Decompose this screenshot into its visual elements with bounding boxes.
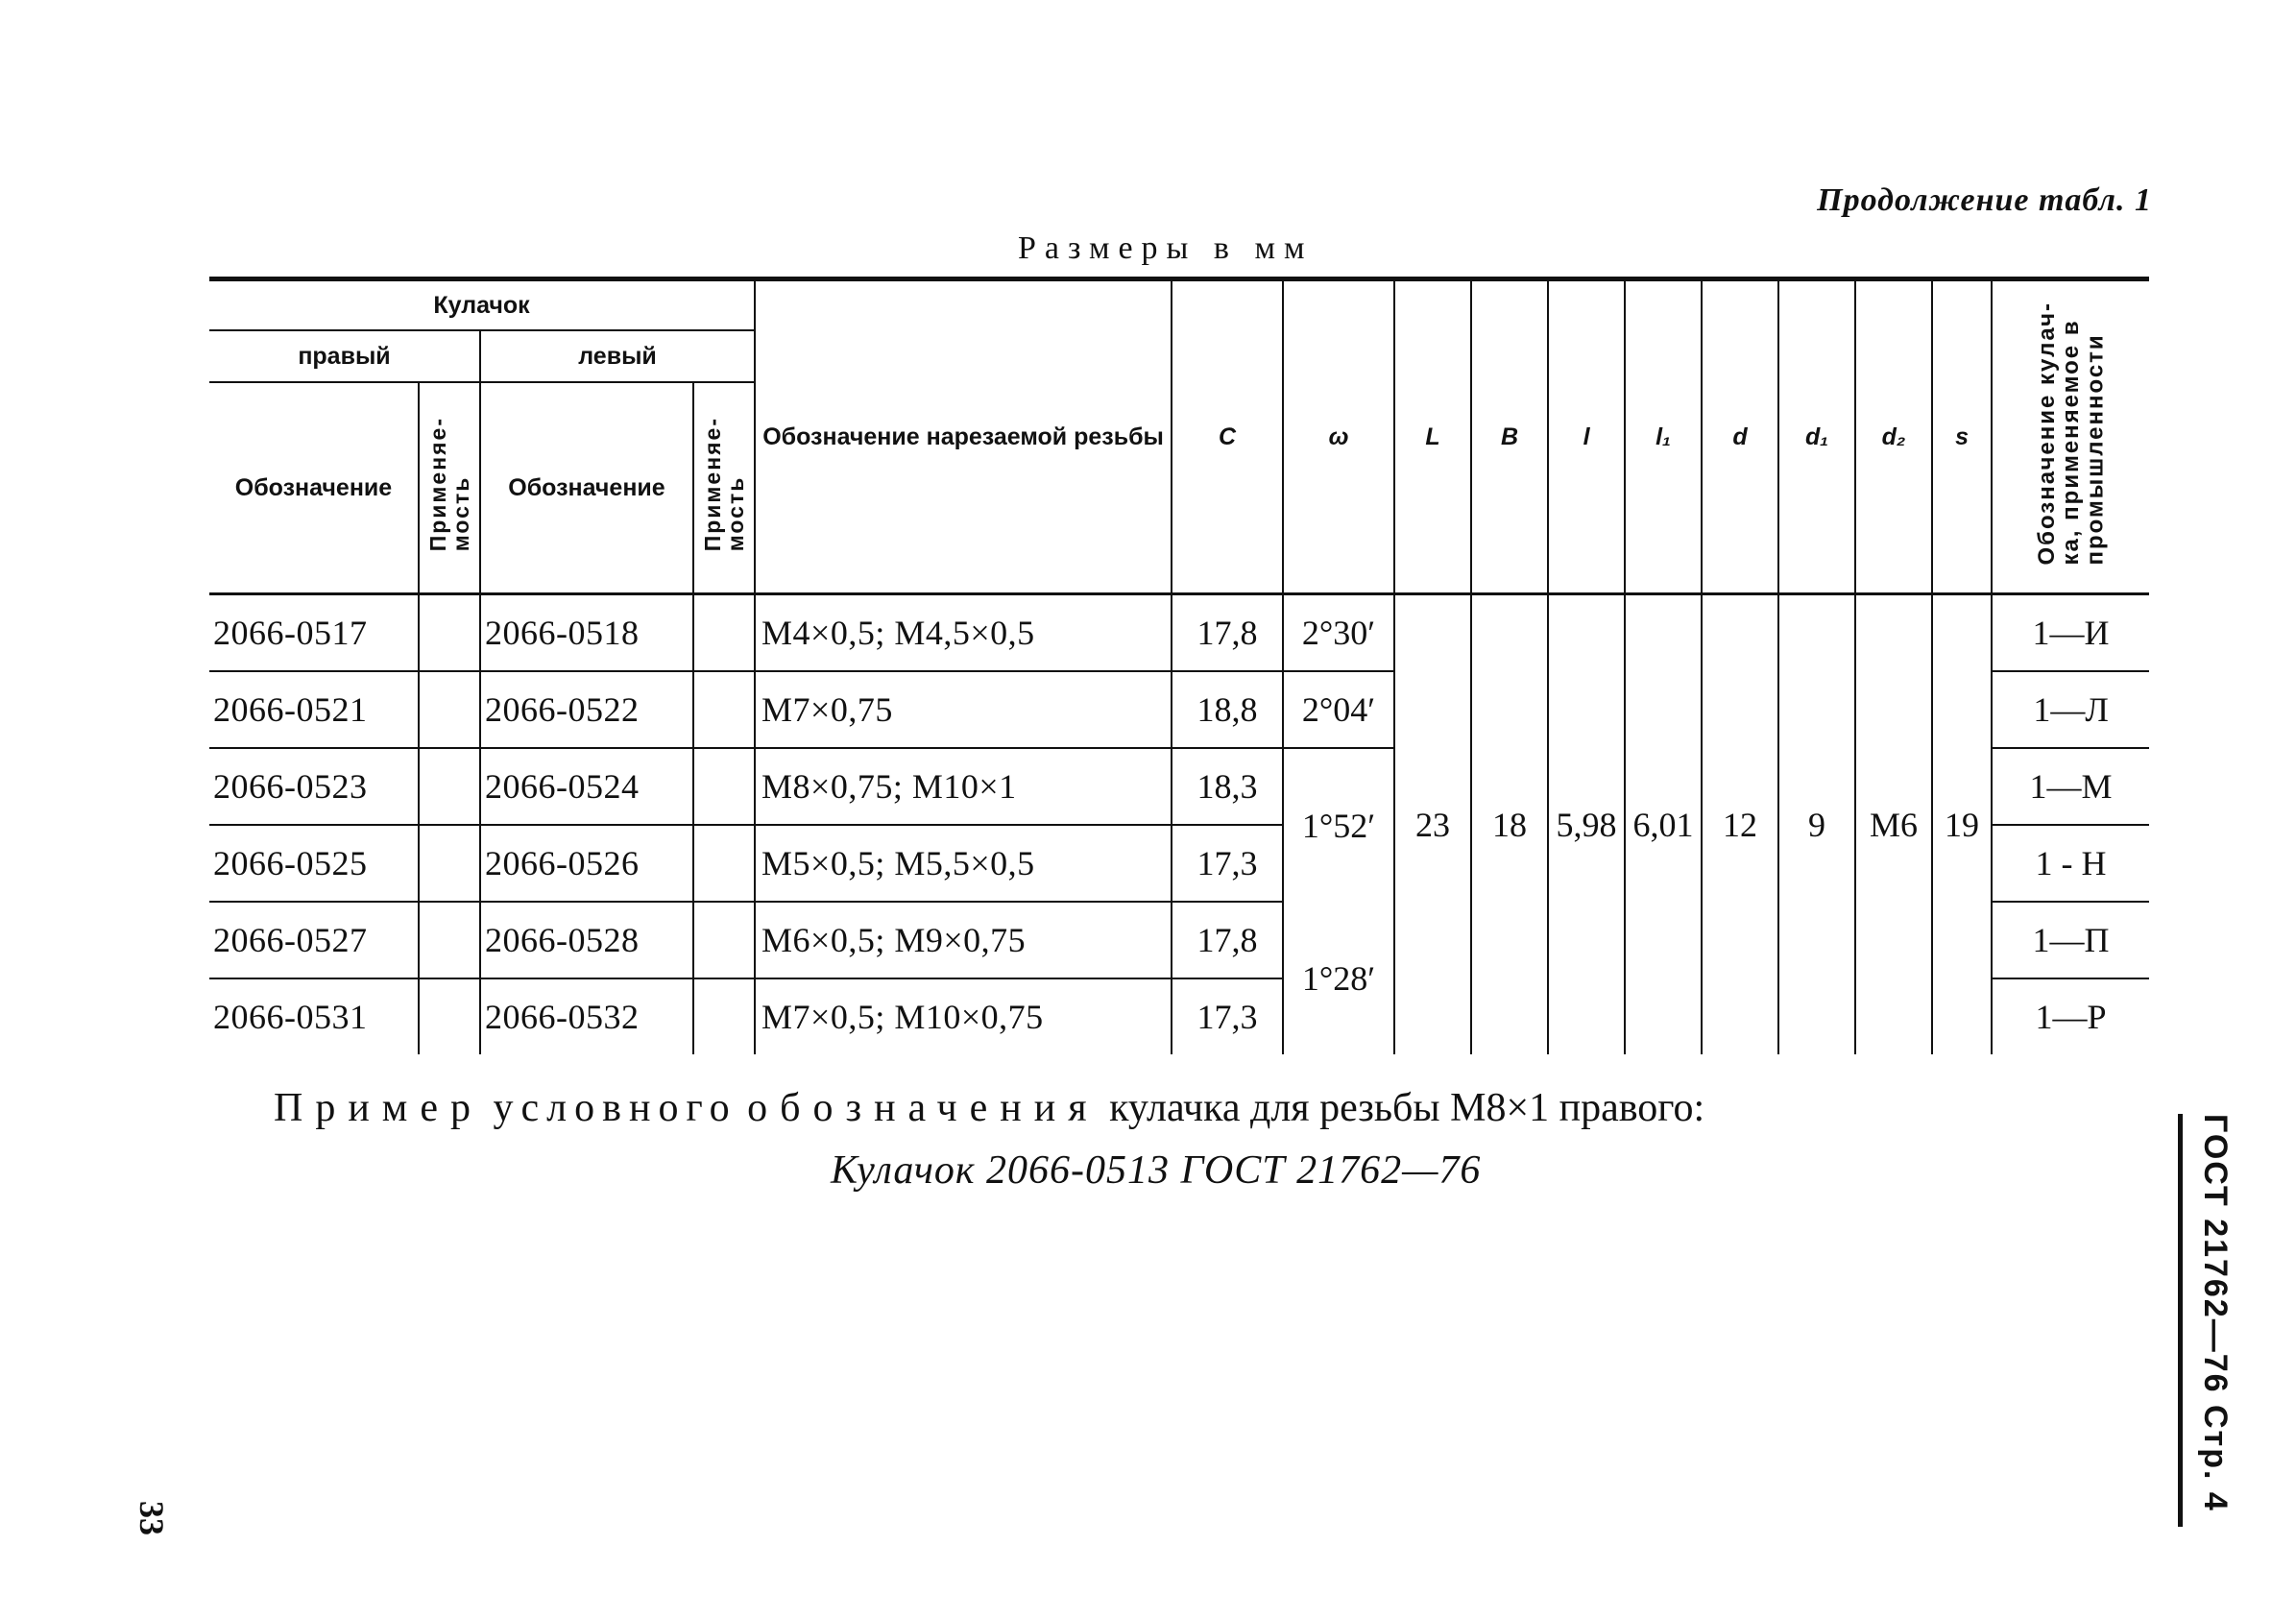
example-word-1: Пример — [274, 1086, 484, 1130]
right-applicability-cell — [419, 978, 480, 1054]
s-header: s — [1932, 279, 1992, 594]
right-code-cell: 2066-0525 — [209, 825, 419, 902]
d2-value-cell: M6 — [1855, 594, 1932, 1055]
l1-value-cell: 6,01 — [1625, 594, 1702, 1055]
d2-header: d₂ — [1855, 279, 1932, 594]
industry-mark-cell: 1—П — [1992, 902, 2149, 978]
right-applicability-cell — [419, 902, 480, 978]
omega-value-cell: 1°52′ — [1283, 748, 1394, 902]
c-value-cell: 18,3 — [1172, 748, 1283, 825]
B-value-cell: 18 — [1471, 594, 1548, 1055]
left-applicability-cell — [693, 902, 755, 978]
omega-header: ω — [1283, 279, 1394, 594]
example-word-3: обозначения — [747, 1086, 1100, 1130]
left-applicability-header — [693, 382, 755, 594]
thread-cell: M7×0,5; M10×0,75 — [755, 978, 1172, 1054]
d1-value-cell: 9 — [1778, 594, 1855, 1055]
right-code-cell: 2066-0521 — [209, 671, 419, 748]
omega-value-cell: 2°04′ — [1283, 671, 1394, 748]
right-applicability-cell — [419, 671, 480, 748]
d1-header: d₁ — [1778, 279, 1855, 594]
right-code-cell: 2066-0531 — [213, 998, 368, 1036]
left-code-cell: 2066-0518 — [480, 594, 693, 672]
left-code-cell: 2066-0522 — [480, 671, 693, 748]
right-applicability-cell — [419, 594, 480, 672]
left-code-cell: 2066-0524 — [480, 748, 693, 825]
c-value-cell: 17,8 — [1172, 902, 1283, 978]
industry-mark-cell: 1—И — [1992, 594, 2149, 672]
right-code-cell: 2066-0523 — [209, 748, 419, 825]
left-code-cell: 2066-0532 — [480, 978, 693, 1054]
group-cam-header: Кулачок — [209, 279, 755, 331]
c-value-cell: 17,3 — [1172, 825, 1283, 902]
omega-value-cell: 2°30′ — [1283, 594, 1394, 672]
industry-designation-text: Обозначение кулач- ка, применяемое в промышленности — [2033, 302, 2109, 566]
left-applicability-cell — [693, 978, 755, 1054]
l-header: l — [1548, 279, 1625, 594]
c-value-cell: 17,3 — [1172, 978, 1283, 1054]
dimensions-table — [209, 277, 2149, 1054]
page-number: 33 — [133, 1501, 171, 1535]
example-word-2: условного — [493, 1086, 737, 1130]
industry-mark-cell: 1—M — [1992, 748, 2149, 825]
left-applicability-text: Применяе- мость — [699, 417, 749, 552]
left-designation-header: Обозначение — [480, 382, 693, 594]
right-applicability-cell — [419, 748, 480, 825]
thread-cell: M8×0,75; M10×1 — [755, 748, 1172, 825]
thread-cell: M7×0,75 — [755, 671, 1172, 748]
left-code-cell: 2066-0526 — [480, 825, 693, 902]
d-value-cell: 12 — [1702, 594, 1778, 1055]
group-left-header: левый — [480, 330, 755, 382]
thread-cell: M6×0,5; M9×0,75 — [755, 902, 1172, 978]
industry-mark-cell: 1 - H — [1992, 825, 2149, 902]
right-applicability-cell — [419, 825, 480, 902]
right-code-cell: 2066-0517 — [209, 594, 419, 672]
units-caption: Размеры в мм — [1018, 230, 1314, 266]
right-designation-header: Обозначение — [209, 382, 419, 594]
thread-cell: M5×0,5; M5,5×0,5 — [755, 825, 1172, 902]
side-stamp-text: ГОСТ 21762—76 Стр. 4 — [2197, 1114, 2234, 1512]
c-value-cell: 18,8 — [1172, 671, 1283, 748]
right-applicability-text: Применяе- мость — [424, 417, 473, 552]
L-header: L — [1394, 279, 1471, 594]
left-applicability-cell — [693, 671, 755, 748]
l1-header: l₁ — [1625, 279, 1702, 594]
omega-value-cell: 1°28′ — [1283, 902, 1394, 1054]
example-rest: кулачка для резьбы M8×1 правого: — [1109, 1086, 1705, 1130]
industry-mark-cell: 1—P — [1992, 978, 2149, 1054]
table-row — [209, 594, 2149, 672]
left-applicability-cell — [693, 594, 755, 672]
c-header: C — [1172, 279, 1283, 594]
continuation-label: Продолжение табл. 1 — [1817, 182, 2152, 218]
example-text — [274, 1085, 1704, 1131]
thread-cell: M4×0,5; M4,5×0,5 — [755, 594, 1172, 672]
side-stamp — [2178, 1114, 2250, 1527]
thread-header: Обозначение нарезаемой резьбы — [755, 279, 1172, 594]
c-value-cell: 17,8 — [1172, 594, 1283, 672]
right-applicability-header — [419, 382, 480, 594]
industry-mark-cell: 1—Л — [1992, 671, 2149, 748]
left-applicability-cell — [693, 748, 755, 825]
industry-designation-header — [1992, 279, 2149, 594]
group-right-header: правый — [209, 330, 480, 382]
left-applicability-cell — [693, 825, 755, 902]
d-header: d — [1702, 279, 1778, 594]
B-header: B — [1471, 279, 1548, 594]
l-value-cell: 5,98 — [1548, 594, 1625, 1055]
example-designation: Кулачок 2066-0513 ГОСТ 21762—76 — [831, 1148, 1482, 1193]
right-code-cell: 2066-0527 — [209, 902, 419, 978]
L-value-cell: 23 — [1394, 594, 1471, 1055]
left-code-cell: 2066-0528 — [480, 902, 693, 978]
s-value-cell: 19 — [1932, 594, 1992, 1055]
